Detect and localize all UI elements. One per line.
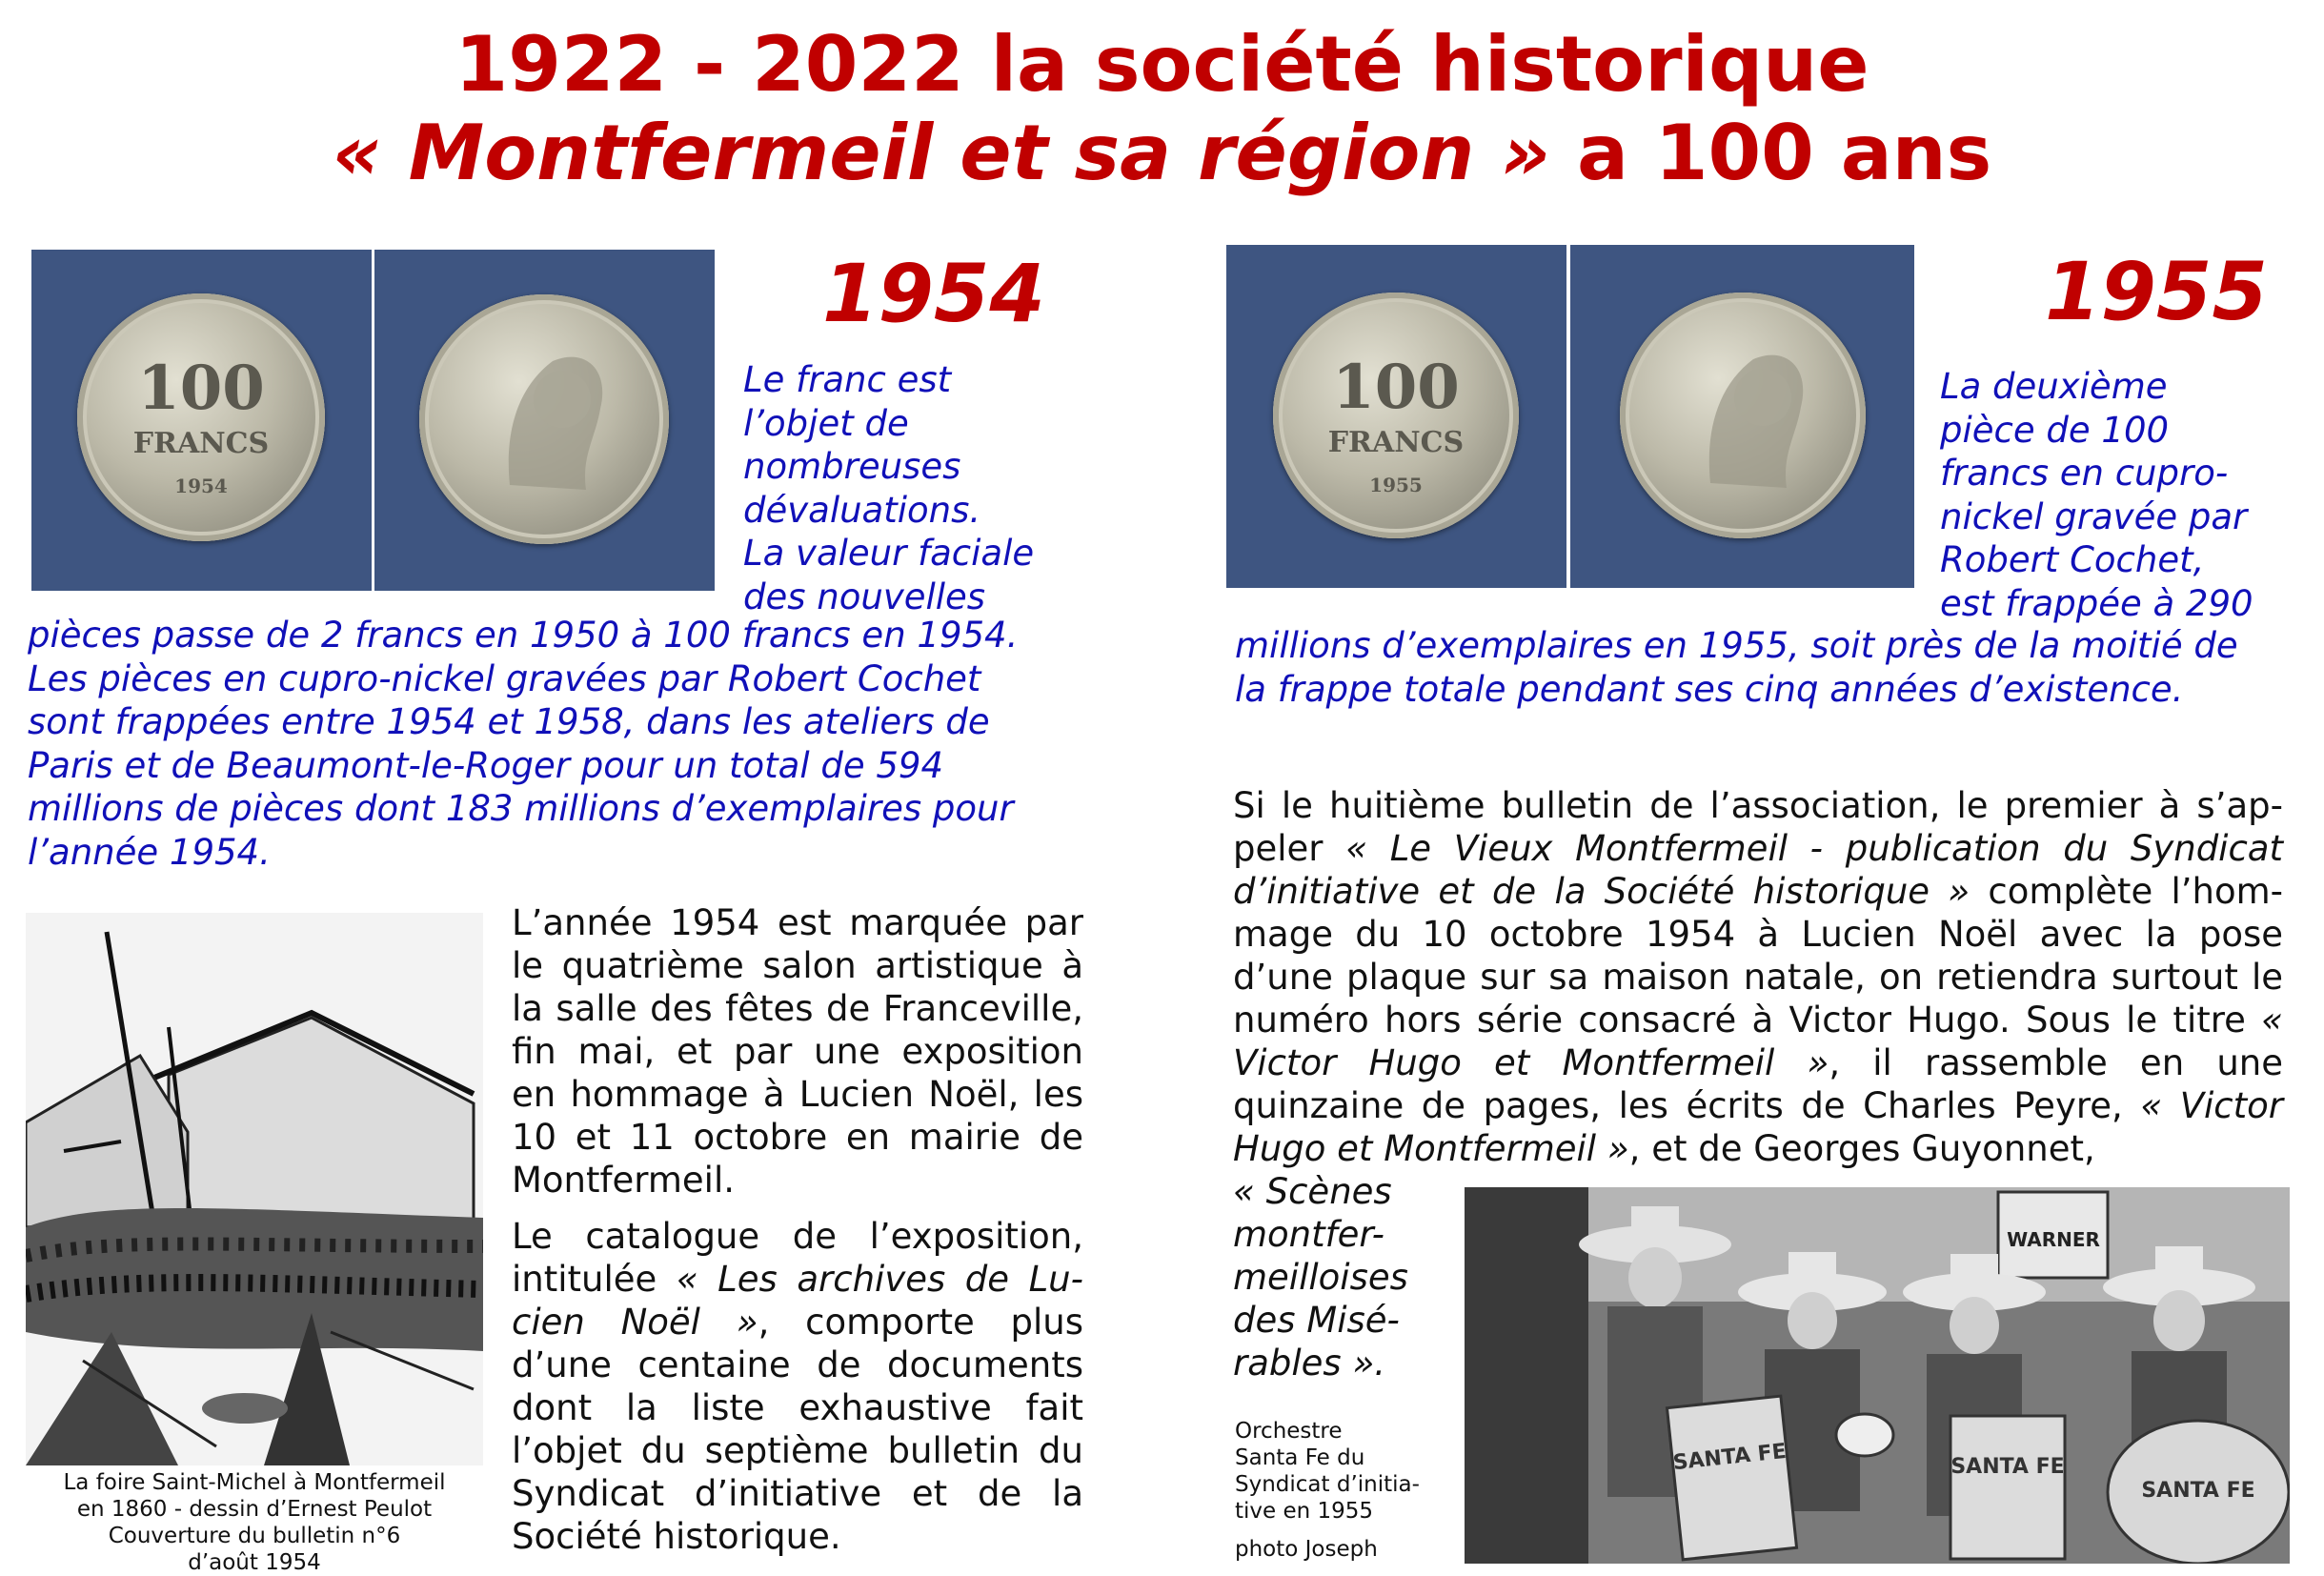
text-1955-bulletin: Si le huitième bulletin de l’association, le premier à s’appeler « Le Vieux Montfermeil - publication du Syndicat d’initiative et de la Société historique » complète l’hommage du 10 octobre 1954 à Lucien Noël avec la pose d’une plaque sur sa maison natale, on retiendra surtout le numéro hors série consacré à Victor Hugo. Sous le titre « Victor Hugo et Montfermeil », il rassemble en une quinzaine de pages, les écrits de Charles Peyre, « Victor Hugo et Montfermeil », et de Georges Guyonnet, bbox=[1233, 785, 2283, 1169]
drawing-caption: La foire Saint-Michel à Montfermeil en 1860 - dessin d’Ernest Peulot Couverture du bulletin n°6 d’août 1954 bbox=[63, 1470, 446, 1575]
svg-text:SANTA FE: SANTA FE bbox=[1950, 1455, 2065, 1479]
coin-1955-obverse-photo bbox=[1226, 245, 1566, 588]
year-heading-1954: 1954 bbox=[822, 247, 1045, 340]
page-title-line1: 1922 - 2022 la société historique bbox=[455, 20, 1869, 109]
coin-1955-reverse-photo bbox=[1570, 245, 1914, 588]
text-1955-scenes: « Scènes montfer- meilloises des Misé- rables ». bbox=[1233, 1171, 1408, 1384]
poster-label: WARNER bbox=[2007, 1228, 2100, 1251]
svg-text:SANTA FE: SANTA FE bbox=[2141, 1479, 2255, 1503]
coin-1954-obverse-photo bbox=[31, 250, 372, 591]
coin-icon: 100 FRANCS 1955 bbox=[1273, 293, 1519, 538]
coin-1954-intro: Le franc est l’objet de nombreuses dévaluations. La valeur faciale des nouvelles bbox=[743, 359, 1035, 617]
year-heading-1955: 1955 bbox=[2045, 245, 2268, 338]
coin-1955-description: millions d’exemplaires en 1955, soit près de la moitié de la frappe totale pendant ses cinq années d’existence. bbox=[1235, 625, 2238, 710]
foire-saint-michel-drawing bbox=[26, 913, 483, 1465]
coin-1955-intro: La deuxième pièce de 100 francs en cupro- nickel gravée par Robert Cochet, est frappée à 290 bbox=[1940, 366, 2253, 624]
society-name: « Montfermeil et sa région » bbox=[332, 109, 1551, 197]
drum-label: SANTA FE bbox=[1671, 1439, 1788, 1476]
coin-icon: 100 FRANCS 1954 bbox=[77, 293, 325, 541]
text-1954-salon: L’année 1954 est marquée par le quatrième salon artistique à la salle des fêtes de Franceville, fin mai, et par une exposition en hommage à Lucien Noël, les 10 et 11 octobre en mairie de Montfermeil. Le catalogue de l’exposition, intitulée « Les archives de Lucien Noël », comporte plus d’une centaine de documents dont la liste exhaustive fait l’objet du septième bulletin du Syndicat d’initiative et de la Société historique. bbox=[512, 902, 1083, 1557]
marianne-coin-icon bbox=[419, 294, 669, 544]
marianne-coin-icon bbox=[1620, 293, 1866, 538]
page-title-line2: « Montfermeil et sa région » a 100 ans bbox=[332, 109, 1992, 197]
text-1954-catalogue: Le catalogue de l’exposition, intitulée « Les archives de Lucien Noël », comporte plus d’une centaine de documents dont la liste exhaustive fait l’objet du septième bulletin du Syndicat d’initiative et de la Société historique. bbox=[512, 1216, 1083, 1557]
photo-credit: photo Joseph bbox=[1235, 1537, 1378, 1562]
photo-caption: Orchestre Santa Fe du Syndicat d’initia- tive en 1955 photo Joseph bbox=[1235, 1418, 1454, 1563]
coin-1954-description: pièces passe de 2 francs en 1950 à 100 francs en 1954. Les pièces en cupro-nickel gravées par Robert Cochet sont frappées entre 1954 et 1958, dans les ateliers de Paris et de Beaumont-le-Roger pour un total de 594 millions de pièces dont 183 millions d’exemplaires pour l’année 1954. bbox=[28, 615, 1019, 873]
santa-fe-orchestra-photo bbox=[1465, 1187, 2290, 1564]
coin-1954-reverse-photo bbox=[374, 250, 715, 591]
